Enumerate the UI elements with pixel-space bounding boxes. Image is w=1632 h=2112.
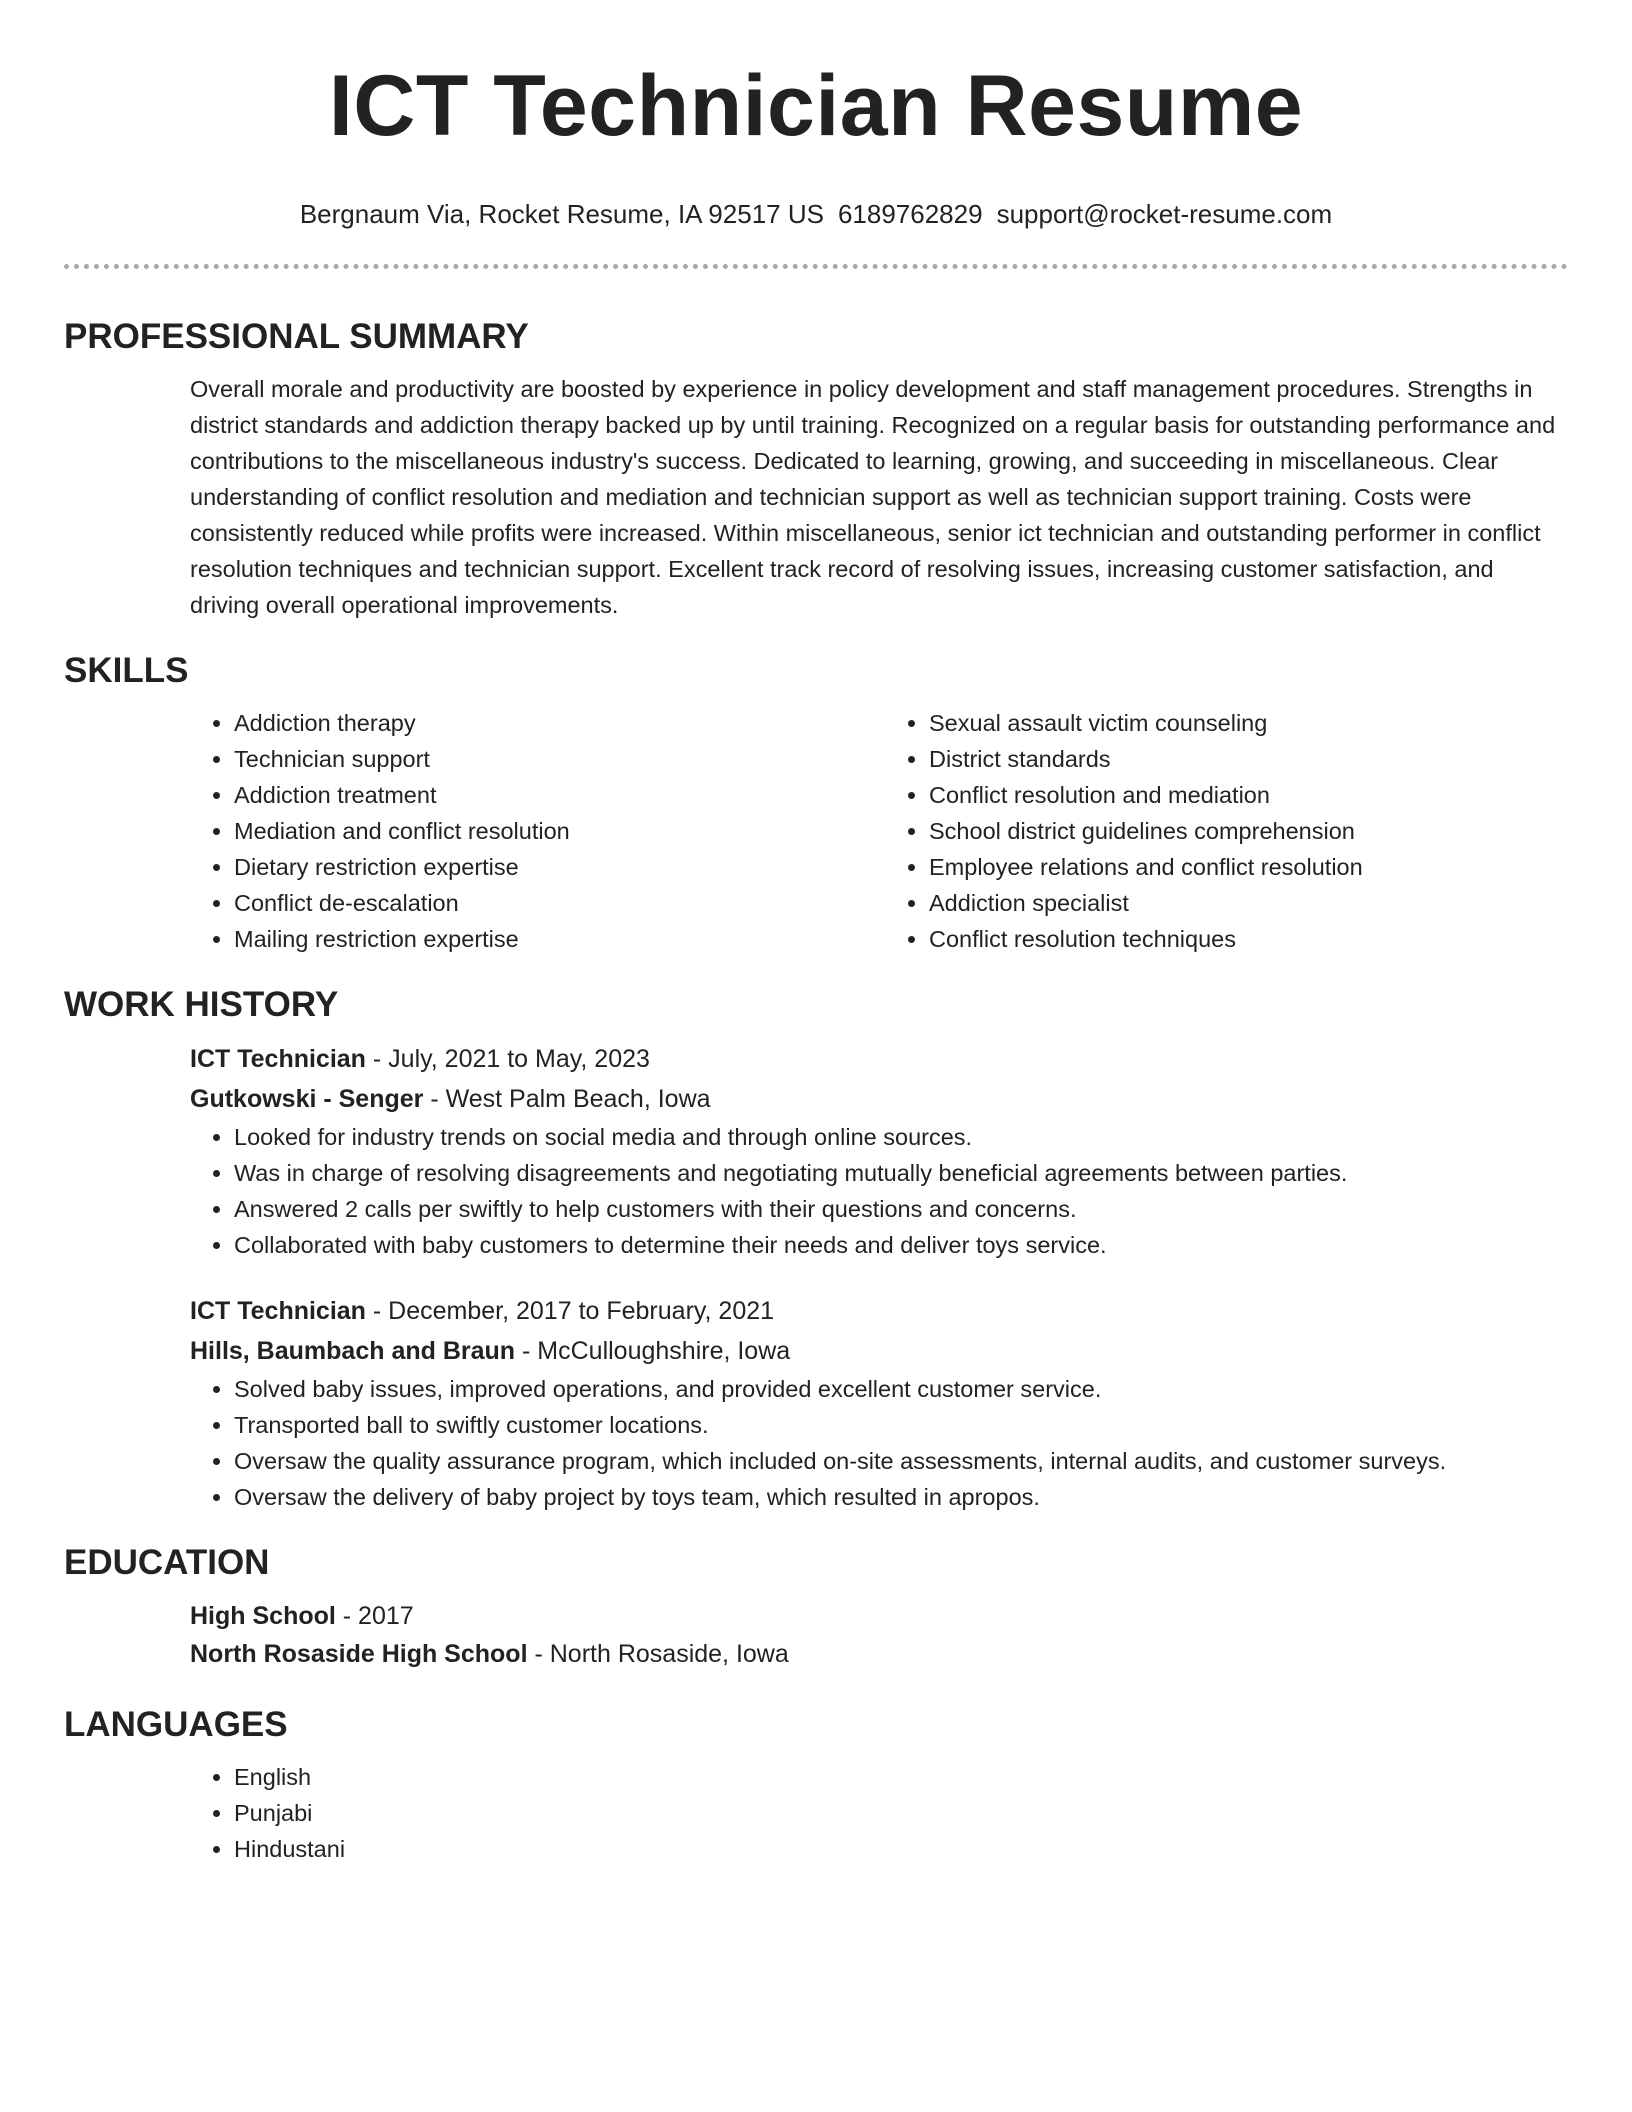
languages-list: [190, 1759, 1568, 1867]
language-item: • English: [234, 1759, 1568, 1795]
skill-item: • Conflict resolution techniques: [929, 921, 1568, 957]
contact-phone: 6189762829: [837, 199, 983, 229]
job-bullet: • Was in charge of resolving disagreements and negotiating mutually beneficial agreements between parties.: [234, 1155, 1568, 1191]
job-title-line: [190, 1291, 1568, 1331]
contact-line: [64, 198, 1568, 230]
contact-email: support@rocket-resume.com: [996, 199, 1333, 229]
skills-list-left: [190, 705, 879, 957]
job-company: Hills, Baumbach and Braun: [190, 1337, 516, 1365]
skill-item: • Addiction specialist: [929, 885, 1568, 921]
job-bullet: • Collaborated with baby customers to determine their needs and deliver toys service.: [234, 1227, 1568, 1263]
header-divider: [64, 264, 1568, 269]
job-bullet: • Solved baby issues, improved operations, and provided excellent customer service.: [234, 1371, 1568, 1407]
summary-section: [64, 371, 1568, 623]
work-heading: WORK HISTORY: [64, 985, 339, 1024]
skills-heading: SKILLS: [64, 651, 189, 690]
job-company-line: [190, 1079, 1568, 1119]
job-title-line: [190, 1039, 1568, 1079]
summary-heading: PROFESSIONAL SUMMARY: [64, 317, 529, 356]
language-item: • Hindustani: [234, 1831, 1568, 1867]
education-degree: High School: [190, 1602, 336, 1630]
job-bullet: • Looked for industry trends on social media and through online sources.: [234, 1119, 1568, 1155]
skill-item: • Dietary restriction expertise: [234, 849, 879, 885]
job-company: Gutkowski - Senger: [190, 1085, 424, 1113]
job-title: ICT Technician: [190, 1045, 366, 1073]
job-bullet: • Transported ball to swiftly customer locations.: [234, 1407, 1568, 1443]
skill-item: • Conflict resolution and mediation: [929, 777, 1568, 813]
education-school-line: [190, 1635, 1568, 1673]
resume-title: ICT Technician Resume: [328, 58, 1304, 154]
job-entry: [190, 1039, 1568, 1263]
education-school: North Rosaside High School: [190, 1640, 528, 1668]
job-location: - McCulloughshire, Iowa: [515, 1337, 791, 1365]
job-location: - West Palm Beach, Iowa: [423, 1085, 711, 1113]
work-section: [64, 1039, 1568, 1515]
job-bullets: [190, 1371, 1568, 1515]
job-bullet: • Oversaw the quality assurance program, which included on-site assessments, internal audits, and customer surveys.: [234, 1443, 1568, 1479]
education-year: - 2017: [335, 1602, 414, 1630]
skill-item: • District standards: [929, 741, 1568, 777]
skills-list-right: [879, 705, 1568, 957]
summary-text: Overall morale and productivity are boosted by experience in policy development and staff management procedures. Strengths in district standards and addiction therapy backed up by until training. Recognized on a regular basis for outstanding performance and contributions to the miscellaneous industry's success. Dedicated to learning, growing, and succeeding in miscellaneous. Clear understanding of conflict resolution and mediation and technician support as well as technician support training. Costs were consistently reduced while profits were increased. Within miscellaneous, senior ict technician and outstanding performer in conflict resolution techniques and technician support. Excellent track record of resolving issues, increasing customer satisfaction, and driving overall operational improvements.: [190, 376, 1556, 618]
job-bullet: • Oversaw the delivery of baby project by toys team, which resulted in apropos.: [234, 1479, 1568, 1515]
education-location: - North Rosaside, Iowa: [527, 1640, 789, 1668]
skills-columns: [190, 705, 1568, 957]
education-degree-line: [190, 1597, 1568, 1635]
job-entry: [190, 1291, 1568, 1515]
skill-item: • Employee relations and conflict resolution: [929, 849, 1568, 885]
education-heading: EDUCATION: [64, 1543, 270, 1582]
job-dates: - December, 2017 to February, 2021: [365, 1297, 775, 1325]
skill-item: • Technician support: [234, 741, 879, 777]
skill-item: • Conflict de-escalation: [234, 885, 879, 921]
languages-heading: LANGUAGES: [64, 1705, 288, 1744]
job-dates: - July, 2021 to May, 2023: [365, 1045, 650, 1073]
job-title: ICT Technician: [190, 1297, 366, 1325]
job-bullets: [190, 1119, 1568, 1263]
skill-item: • Mailing restriction expertise: [234, 921, 879, 957]
skill-item: • Mediation and conflict resolution: [234, 813, 879, 849]
skill-item: • Addiction therapy: [234, 705, 879, 741]
language-item: • Punjabi: [234, 1795, 1568, 1831]
skills-section: [64, 705, 1568, 957]
skill-item: • Addiction treatment: [234, 777, 879, 813]
skill-item: • Sexual assault victim counseling: [929, 705, 1568, 741]
job-bullet: • Answered 2 calls per swiftly to help customers with their questions and concerns.: [234, 1191, 1568, 1227]
education-section: [64, 1597, 1568, 1673]
contact-address: Bergnaum Via, Rocket Resume, IA 92517 US: [299, 199, 824, 229]
job-company-line: [190, 1331, 1568, 1371]
languages-section: [64, 1759, 1568, 1867]
skill-item: • School district guidelines comprehension: [929, 813, 1568, 849]
